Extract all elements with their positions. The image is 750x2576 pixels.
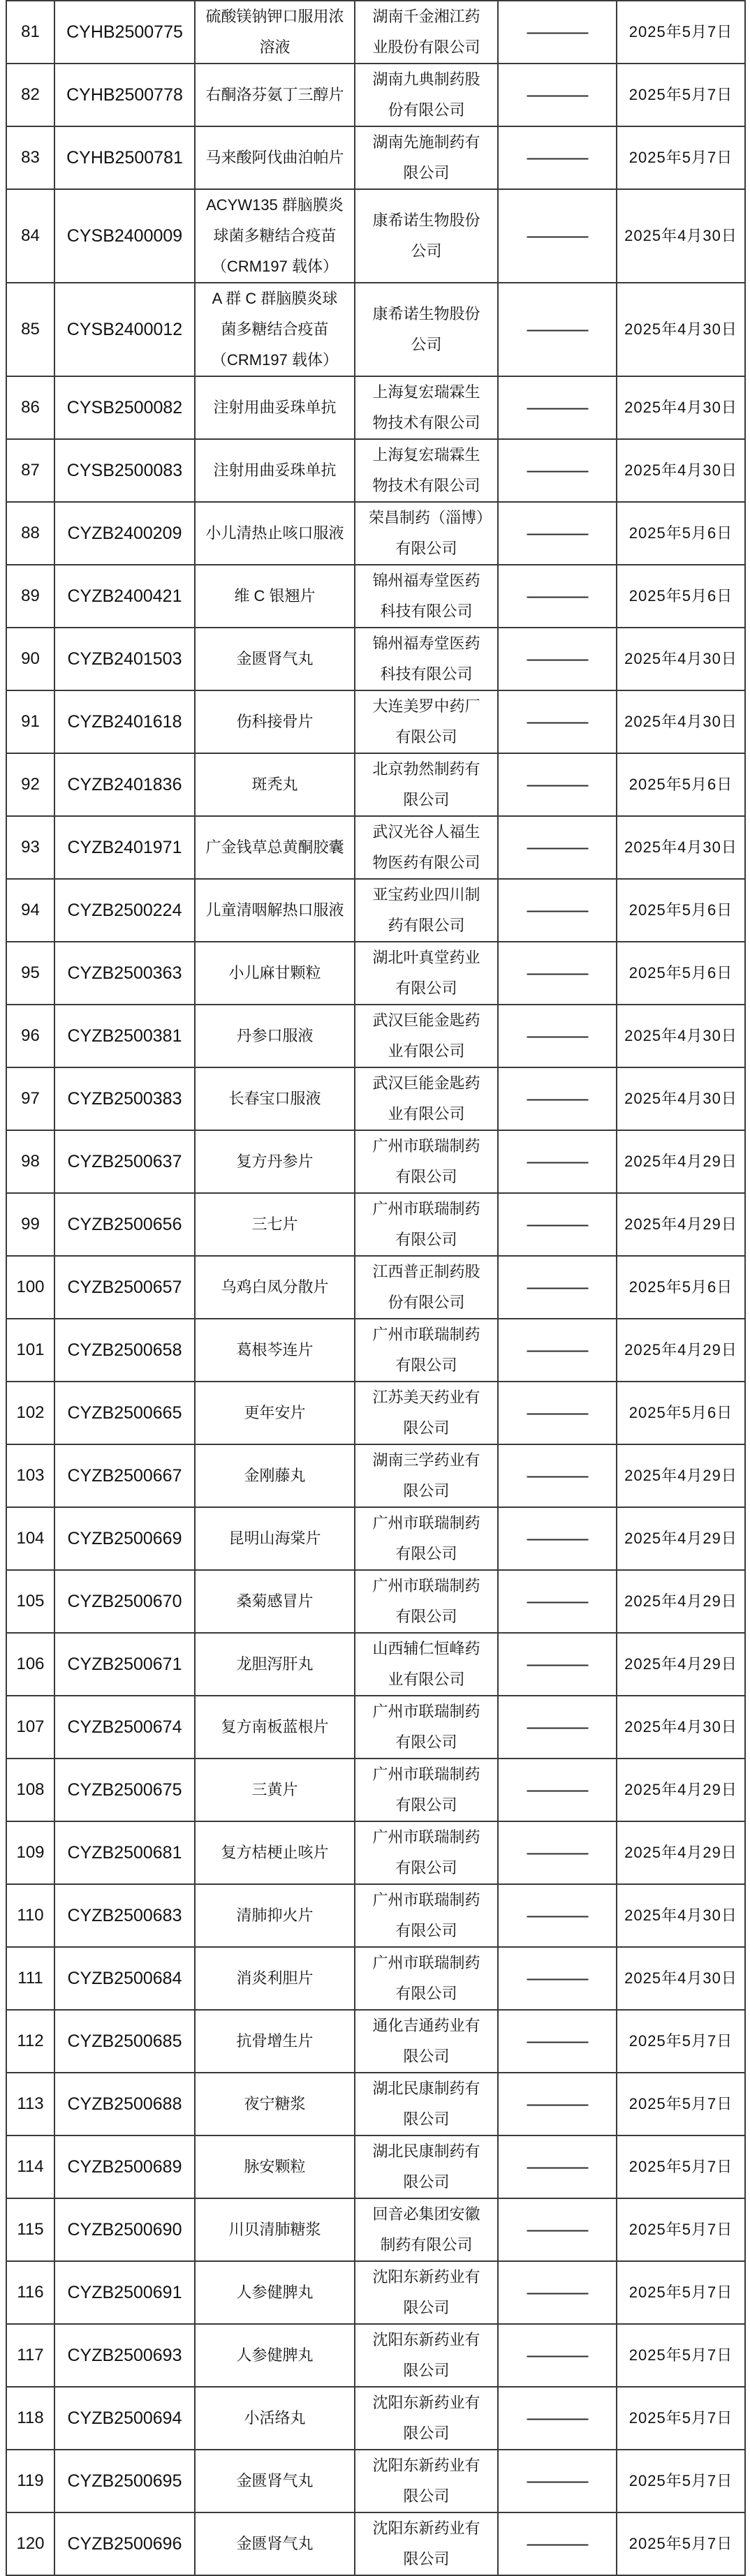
approval-date-cell: 2025年4月29日 xyxy=(617,1444,745,1507)
row-number-cell: 102 xyxy=(6,1382,54,1444)
drug-name-cell: 复方南板蓝根片 xyxy=(195,1696,355,1759)
acceptance-number-cell: CYZB2500381 xyxy=(54,1005,195,1067)
acceptance-number-cell: CYSB2400012 xyxy=(54,283,195,376)
row-number-cell: 107 xyxy=(6,1696,54,1759)
drug-name-cell: 人参健脾丸 xyxy=(195,2324,355,2387)
remark-dash-cell: ——— xyxy=(498,690,617,753)
acceptance-number-cell: CYZB2500684 xyxy=(54,1947,195,2010)
approval-date-cell: 2025年5月7日 xyxy=(617,1,745,64)
drug-name-cell: 金匮肾气丸 xyxy=(195,2450,355,2512)
remark-dash-cell: ——— xyxy=(498,1319,617,1382)
table-row xyxy=(6,1633,745,1696)
remark-dash-cell: ——— xyxy=(498,1884,617,1947)
company-name-cell: 锦州福寿堂医药科技有限公司 xyxy=(355,628,498,690)
approval-date-cell: 2025年4月30日 xyxy=(617,376,745,439)
remark-dash-cell: ——— xyxy=(498,1067,617,1130)
table-row xyxy=(6,439,745,502)
remark-dash-cell: ——— xyxy=(498,1696,617,1759)
drug-name-cell: 硫酸镁钠钾口服用浓溶液 xyxy=(195,1,355,64)
table-row xyxy=(6,376,745,439)
company-name-cell: 康希诺生物股份公司 xyxy=(355,283,498,376)
table-row xyxy=(6,2198,745,2261)
row-number-cell: 119 xyxy=(6,2450,54,2512)
company-name-cell: 湖南三学药业有限公司 xyxy=(355,1444,498,1507)
remark-dash-cell: ——— xyxy=(498,2512,617,2575)
company-name-cell: 广州市联瑞制药有限公司 xyxy=(355,1507,498,1570)
company-name-cell: 武汉巨能金匙药业有限公司 xyxy=(355,1067,498,1130)
row-number-cell: 117 xyxy=(6,2324,54,2387)
acceptance-number-cell: CYZB2500656 xyxy=(54,1193,195,1256)
drug-name-cell: 儿童清咽解热口服液 xyxy=(195,879,355,942)
table-row xyxy=(6,1067,745,1130)
table-row xyxy=(6,2387,745,2450)
approval-date-cell: 2025年4月30日 xyxy=(617,1884,745,1947)
row-number-cell: 111 xyxy=(6,1947,54,2010)
remark-dash-cell: ——— xyxy=(498,753,617,816)
row-number-cell: 108 xyxy=(6,1759,54,1821)
approval-table-body xyxy=(6,1,745,2575)
acceptance-number-cell: CYZB2500674 xyxy=(54,1696,195,1759)
approval-date-cell: 2025年4月30日 xyxy=(617,816,745,879)
table-row xyxy=(6,2073,745,2135)
approval-date-cell: 2025年4月29日 xyxy=(617,1507,745,1570)
acceptance-number-cell: CYZB2500688 xyxy=(54,2073,195,2135)
row-number-cell: 99 xyxy=(6,1193,54,1256)
acceptance-number-cell: CYZB2500683 xyxy=(54,1884,195,1947)
company-name-cell: 江苏美天药业有限公司 xyxy=(355,1382,498,1444)
table-row xyxy=(6,2010,745,2073)
table-row xyxy=(6,502,745,565)
approval-date-cell: 2025年5月6日 xyxy=(617,753,745,816)
drug-name-cell: 川贝清肺糖浆 xyxy=(195,2198,355,2261)
drug-name-cell: 金匮肾气丸 xyxy=(195,2512,355,2575)
remark-dash-cell: ——— xyxy=(498,2198,617,2261)
table-row xyxy=(6,942,745,1005)
approval-date-cell: 2025年4月29日 xyxy=(617,1319,745,1382)
approval-date-cell: 2025年5月7日 xyxy=(617,2324,745,2387)
row-number-cell: 87 xyxy=(6,439,54,502)
approval-date-cell: 2025年5月7日 xyxy=(617,2073,745,2135)
drug-name-cell: 脉安颗粒 xyxy=(195,2135,355,2198)
drug-name-cell: 人参健脾丸 xyxy=(195,2261,355,2324)
company-name-cell: 武汉光谷人福生物医药有限公司 xyxy=(355,816,498,879)
company-name-cell: 北京勃然制药有限公司 xyxy=(355,753,498,816)
row-number-cell: 90 xyxy=(6,628,54,690)
company-name-cell: 上海复宏瑞霖生物技术有限公司 xyxy=(355,439,498,502)
table-row xyxy=(6,1319,745,1382)
drug-name-cell: 马来酸阿伐曲泊帕片 xyxy=(195,126,355,189)
acceptance-number-cell: CYZB2500669 xyxy=(54,1507,195,1570)
remark-dash-cell: ——— xyxy=(498,126,617,189)
company-name-cell: 湖南九典制药股份有限公司 xyxy=(355,64,498,126)
table-row xyxy=(6,1005,745,1067)
table-row xyxy=(6,1382,745,1444)
row-number-cell: 85 xyxy=(6,283,54,376)
acceptance-number-cell: CYZB2500690 xyxy=(54,2198,195,2261)
approval-date-cell: 2025年5月6日 xyxy=(617,565,745,628)
approval-date-cell: 2025年4月30日 xyxy=(617,1067,745,1130)
approval-date-cell: 2025年5月6日 xyxy=(617,1256,745,1319)
drug-name-cell: 伤科接骨片 xyxy=(195,690,355,753)
drug-name-cell: A 群 C 群脑膜炎球菌多糖结合疫苗（CRM197 载体） xyxy=(195,283,355,376)
drug-name-cell: 三七片 xyxy=(195,1193,355,1256)
row-number-cell: 100 xyxy=(6,1256,54,1319)
drug-name-cell: 右酮洛芬氨丁三醇片 xyxy=(195,64,355,126)
table-row xyxy=(6,1,745,64)
table-row xyxy=(6,816,745,879)
approval-date-cell: 2025年5月7日 xyxy=(617,2387,745,2450)
table-row xyxy=(6,2512,745,2575)
approval-date-cell: 2025年4月29日 xyxy=(617,1130,745,1193)
drug-name-cell: 桑菊感冒片 xyxy=(195,1570,355,1633)
row-number-cell: 98 xyxy=(6,1130,54,1193)
drug-name-cell: 注射用曲妥珠单抗 xyxy=(195,376,355,439)
company-name-cell: 广州市联瑞制药有限公司 xyxy=(355,1884,498,1947)
table-row xyxy=(6,690,745,753)
company-name-cell: 江西普正制药股份有限公司 xyxy=(355,1256,498,1319)
row-number-cell: 114 xyxy=(6,2135,54,2198)
company-name-cell: 回音必集团安徽制药有限公司 xyxy=(355,2198,498,2261)
remark-dash-cell: ——— xyxy=(498,1256,617,1319)
acceptance-number-cell: CYZB2500667 xyxy=(54,1444,195,1507)
drug-name-cell: 三黄片 xyxy=(195,1759,355,1821)
approval-date-cell: 2025年4月30日 xyxy=(617,283,745,376)
acceptance-number-cell: CYZB2401971 xyxy=(54,816,195,879)
company-name-cell: 湖南先施制药有限公司 xyxy=(355,126,498,189)
row-number-cell: 105 xyxy=(6,1570,54,1633)
drug-name-cell: 注射用曲妥珠单抗 xyxy=(195,439,355,502)
company-name-cell: 广州市联瑞制药有限公司 xyxy=(355,1947,498,2010)
approval-date-cell: 2025年5月7日 xyxy=(617,2261,745,2324)
acceptance-number-cell: CYSB2500082 xyxy=(54,376,195,439)
approval-date-cell: 2025年5月6日 xyxy=(617,879,745,942)
acceptance-number-cell: CYSB2400009 xyxy=(54,189,195,283)
row-number-cell: 89 xyxy=(6,565,54,628)
remark-dash-cell: ——— xyxy=(498,1382,617,1444)
acceptance-number-cell: CYZB2500363 xyxy=(54,942,195,1005)
company-name-cell: 广州市联瑞制药有限公司 xyxy=(355,1130,498,1193)
drug-name-cell: 消炎利胆片 xyxy=(195,1947,355,2010)
remark-dash-cell: ——— xyxy=(498,283,617,376)
approval-date-cell: 2025年4月29日 xyxy=(617,1193,745,1256)
company-name-cell: 上海复宏瑞霖生物技术有限公司 xyxy=(355,376,498,439)
drug-name-cell: 葛根芩连片 xyxy=(195,1319,355,1382)
table-row xyxy=(6,1256,745,1319)
row-number-cell: 93 xyxy=(6,816,54,879)
remark-dash-cell: ——— xyxy=(498,1130,617,1193)
drug-name-cell: 夜宁糖浆 xyxy=(195,2073,355,2135)
table-row xyxy=(6,1696,745,1759)
acceptance-number-cell: CYZB2400421 xyxy=(54,565,195,628)
drug-name-cell: 更年安片 xyxy=(195,1382,355,1444)
row-number-cell: 113 xyxy=(6,2073,54,2135)
approval-date-cell: 2025年4月30日 xyxy=(617,628,745,690)
drug-name-cell: 龙胆泻肝丸 xyxy=(195,1633,355,1696)
table-row xyxy=(6,64,745,126)
acceptance-number-cell: CYZB2500658 xyxy=(54,1319,195,1382)
table-row xyxy=(6,2450,745,2512)
acceptance-number-cell: CYZB2500224 xyxy=(54,879,195,942)
company-name-cell: 沈阳东新药业有限公司 xyxy=(355,2387,498,2450)
drug-name-cell: 丹参口服液 xyxy=(195,1005,355,1067)
approval-date-cell: 2025年5月7日 xyxy=(617,2512,745,2575)
remark-dash-cell: ——— xyxy=(498,1947,617,2010)
row-number-cell: 81 xyxy=(6,1,54,64)
remark-dash-cell: ——— xyxy=(498,1570,617,1633)
table-row xyxy=(6,1444,745,1507)
approval-date-cell: 2025年4月30日 xyxy=(617,1005,745,1067)
acceptance-number-cell: CYZB2500671 xyxy=(54,1633,195,1696)
acceptance-number-cell: CYZB2500383 xyxy=(54,1067,195,1130)
acceptance-number-cell: CYHB2500781 xyxy=(54,126,195,189)
remark-dash-cell: ——— xyxy=(498,565,617,628)
approval-date-cell: 2025年4月30日 xyxy=(617,439,745,502)
company-name-cell: 沈阳东新药业有限公司 xyxy=(355,2450,498,2512)
remark-dash-cell: ——— xyxy=(498,2387,617,2450)
acceptance-number-cell: CYZB2500665 xyxy=(54,1382,195,1444)
company-name-cell: 广州市联瑞制药有限公司 xyxy=(355,1696,498,1759)
remark-dash-cell: ——— xyxy=(498,942,617,1005)
table-row xyxy=(6,1130,745,1193)
row-number-cell: 112 xyxy=(6,2010,54,2073)
company-name-cell: 湖北民康制药有限公司 xyxy=(355,2073,498,2135)
remark-dash-cell: ——— xyxy=(498,879,617,942)
acceptance-number-cell: CYZB2500681 xyxy=(54,1821,195,1884)
acceptance-number-cell: CYZB2500695 xyxy=(54,2450,195,2512)
remark-dash-cell: ——— xyxy=(498,2135,617,2198)
row-number-cell: 103 xyxy=(6,1444,54,1507)
remark-dash-cell: ——— xyxy=(498,439,617,502)
row-number-cell: 86 xyxy=(6,376,54,439)
company-name-cell: 广州市联瑞制药有限公司 xyxy=(355,1570,498,1633)
row-number-cell: 118 xyxy=(6,2387,54,2450)
row-number-cell: 101 xyxy=(6,1319,54,1382)
row-number-cell: 94 xyxy=(6,879,54,942)
approval-date-cell: 2025年5月6日 xyxy=(617,1382,745,1444)
approval-date-cell: 2025年4月29日 xyxy=(617,1570,745,1633)
row-number-cell: 106 xyxy=(6,1633,54,1696)
company-name-cell: 荣昌制药（淄博）有限公司 xyxy=(355,502,498,565)
company-name-cell: 通化吉通药业有限公司 xyxy=(355,2010,498,2073)
row-number-cell: 83 xyxy=(6,126,54,189)
acceptance-number-cell: CYZB2500657 xyxy=(54,1256,195,1319)
company-name-cell: 广州市联瑞制药有限公司 xyxy=(355,1319,498,1382)
company-name-cell: 湖北民康制药有限公司 xyxy=(355,2135,498,2198)
remark-dash-cell: ——— xyxy=(498,1005,617,1067)
drug-name-cell: 昆明山海棠片 xyxy=(195,1507,355,1570)
row-number-cell: 82 xyxy=(6,64,54,126)
company-name-cell: 广州市联瑞制药有限公司 xyxy=(355,1193,498,1256)
drug-name-cell: 小儿清热止咳口服液 xyxy=(195,502,355,565)
acceptance-number-cell: CYZB2500685 xyxy=(54,2010,195,2073)
approval-date-cell: 2025年5月7日 xyxy=(617,2135,745,2198)
remark-dash-cell: ——— xyxy=(498,189,617,283)
company-name-cell: 大连美罗中药厂有限公司 xyxy=(355,690,498,753)
row-number-cell: 120 xyxy=(6,2512,54,2575)
approval-date-cell: 2025年5月6日 xyxy=(617,502,745,565)
table-row xyxy=(6,1759,745,1821)
remark-dash-cell: ——— xyxy=(498,1193,617,1256)
table-row xyxy=(6,2324,745,2387)
row-number-cell: 84 xyxy=(6,189,54,283)
approval-date-cell: 2025年4月29日 xyxy=(617,1759,745,1821)
remark-dash-cell: ——— xyxy=(498,1,617,64)
drug-name-cell: 广金钱草总黄酮胶囊 xyxy=(195,816,355,879)
remark-dash-cell: ——— xyxy=(498,2010,617,2073)
drug-name-cell: 金刚藤丸 xyxy=(195,1444,355,1507)
row-number-cell: 110 xyxy=(6,1884,54,1947)
row-number-cell: 96 xyxy=(6,1005,54,1067)
remark-dash-cell: ——— xyxy=(498,376,617,439)
table-row xyxy=(6,1947,745,2010)
company-name-cell: 沈阳东新药业有限公司 xyxy=(355,2512,498,2575)
remark-dash-cell: ——— xyxy=(498,1821,617,1884)
remark-dash-cell: ——— xyxy=(498,1444,617,1507)
drug-name-cell: 乌鸡白凤分散片 xyxy=(195,1256,355,1319)
drug-name-cell: 复方丹参片 xyxy=(195,1130,355,1193)
company-name-cell: 沈阳东新药业有限公司 xyxy=(355,2324,498,2387)
remark-dash-cell: ——— xyxy=(498,2450,617,2512)
table-row xyxy=(6,879,745,942)
table-row xyxy=(6,283,745,376)
table-row xyxy=(6,2135,745,2198)
row-number-cell: 109 xyxy=(6,1821,54,1884)
acceptance-number-cell: CYSB2500083 xyxy=(54,439,195,502)
company-name-cell: 沈阳东新药业有限公司 xyxy=(355,2261,498,2324)
table-row xyxy=(6,1884,745,1947)
company-name-cell: 亚宝药业四川制药有限公司 xyxy=(355,879,498,942)
table-row xyxy=(6,628,745,690)
table-row xyxy=(6,1570,745,1633)
acceptance-number-cell: CYZB2400209 xyxy=(54,502,195,565)
table-row xyxy=(6,565,745,628)
company-name-cell: 康希诺生物股份公司 xyxy=(355,189,498,283)
approval-date-cell: 2025年4月30日 xyxy=(617,1947,745,2010)
drug-name-cell: 长春宝口服液 xyxy=(195,1067,355,1130)
remark-dash-cell: ——— xyxy=(498,816,617,879)
table-row xyxy=(6,189,745,283)
remark-dash-cell: ——— xyxy=(498,2324,617,2387)
approval-date-cell: 2025年5月7日 xyxy=(617,126,745,189)
approval-date-cell: 2025年4月30日 xyxy=(617,189,745,283)
table-row xyxy=(6,1193,745,1256)
acceptance-number-cell: CYZB2500670 xyxy=(54,1570,195,1633)
company-name-cell: 锦州福寿堂医药科技有限公司 xyxy=(355,565,498,628)
acceptance-number-cell: CYZB2500696 xyxy=(54,2512,195,2575)
approval-date-cell: 2025年4月30日 xyxy=(617,690,745,753)
company-name-cell: 湖南千金湘江药业股份有限公司 xyxy=(355,1,498,64)
acceptance-number-cell: CYZB2401503 xyxy=(54,628,195,690)
acceptance-number-cell: CYZB2500689 xyxy=(54,2135,195,2198)
acceptance-number-cell: CYZB2500691 xyxy=(54,2261,195,2324)
row-number-cell: 115 xyxy=(6,2198,54,2261)
remark-dash-cell: ——— xyxy=(498,1507,617,1570)
drug-name-cell: 小儿麻甘颗粒 xyxy=(195,942,355,1005)
approval-date-cell: 2025年4月29日 xyxy=(617,1633,745,1696)
approval-date-cell: 2025年4月30日 xyxy=(617,1696,745,1759)
drug-name-cell: 抗骨增生片 xyxy=(195,2010,355,2073)
acceptance-number-cell: CYZB2500675 xyxy=(54,1759,195,1821)
company-name-cell: 武汉巨能金匙药业有限公司 xyxy=(355,1005,498,1067)
remark-dash-cell: ——— xyxy=(498,628,617,690)
remark-dash-cell: ——— xyxy=(498,2261,617,2324)
row-number-cell: 95 xyxy=(6,942,54,1005)
remark-dash-cell: ——— xyxy=(498,64,617,126)
drug-name-cell: ACYW135 群脑膜炎球菌多糖结合疫苗（CRM197 载体） xyxy=(195,189,355,283)
row-number-cell: 116 xyxy=(6,2261,54,2324)
remark-dash-cell: ——— xyxy=(498,2073,617,2135)
table-row xyxy=(6,126,745,189)
company-name-cell: 湖北叶真堂药业有限公司 xyxy=(355,942,498,1005)
table-row xyxy=(6,2261,745,2324)
row-number-cell: 88 xyxy=(6,502,54,565)
approval-date-cell: 2025年5月7日 xyxy=(617,2010,745,2073)
table-row xyxy=(6,1507,745,1570)
acceptance-number-cell: CYHB2500775 xyxy=(54,1,195,64)
acceptance-number-cell: CYZB2500637 xyxy=(54,1130,195,1193)
company-name-cell: 山西辅仁恒峰药业有限公司 xyxy=(355,1633,498,1696)
approval-date-cell: 2025年5月7日 xyxy=(617,2450,745,2512)
row-number-cell: 104 xyxy=(6,1507,54,1570)
remark-dash-cell: ——— xyxy=(498,502,617,565)
row-number-cell: 97 xyxy=(6,1067,54,1130)
drug-name-cell: 维 C 银翘片 xyxy=(195,565,355,628)
acceptance-number-cell: CYZB2401836 xyxy=(54,753,195,816)
acceptance-number-cell: CYZB2500693 xyxy=(54,2324,195,2387)
acceptance-number-cell: CYZB2401618 xyxy=(54,690,195,753)
company-name-cell: 广州市联瑞制药有限公司 xyxy=(355,1821,498,1884)
approval-date-cell: 2025年4月29日 xyxy=(617,1821,745,1884)
approval-date-cell: 2025年5月6日 xyxy=(617,942,745,1005)
remark-dash-cell: ——— xyxy=(498,1759,617,1821)
drug-name-cell: 小活络丸 xyxy=(195,2387,355,2450)
approval-date-cell: 2025年5月7日 xyxy=(617,2198,745,2261)
remark-dash-cell: ——— xyxy=(498,1633,617,1696)
drug-name-cell: 斑秃丸 xyxy=(195,753,355,816)
row-number-cell: 92 xyxy=(6,753,54,816)
acceptance-number-cell: CYHB2500778 xyxy=(54,64,195,126)
drug-name-cell: 复方桔梗止咳片 xyxy=(195,1821,355,1884)
acceptance-number-cell: CYZB2500694 xyxy=(54,2387,195,2450)
drug-approval-table xyxy=(6,0,746,2576)
drug-name-cell: 清肺抑火片 xyxy=(195,1884,355,1947)
approval-date-cell: 2025年5月7日 xyxy=(617,64,745,126)
drug-name-cell: 金匮肾气丸 xyxy=(195,628,355,690)
company-name-cell: 广州市联瑞制药有限公司 xyxy=(355,1759,498,1821)
table-row xyxy=(6,753,745,816)
row-number-cell: 91 xyxy=(6,690,54,753)
table-row xyxy=(6,1821,745,1884)
